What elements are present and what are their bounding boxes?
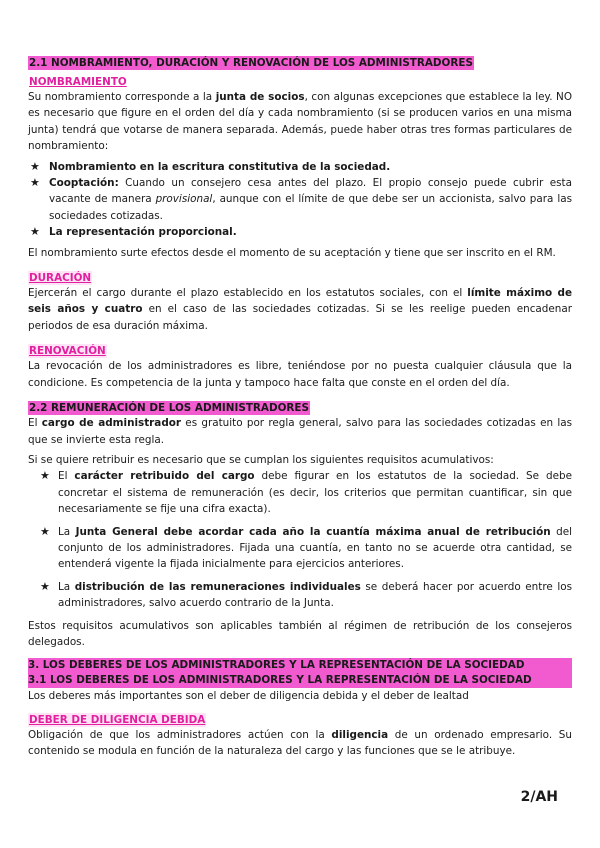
star-icon: ★ xyxy=(40,524,50,538)
list-item: ★ La Junta General debe acordar cada año la cuantía máxima anual de retribución del conjunto de los administradores. Fijada una cuantía, en tanto no se acuerde otra cantidad, se entenderá vigente la fijada inicialmente para ejercicios anteriores. xyxy=(40,524,572,571)
content xyxy=(28,51,572,760)
star-icon: ★ xyxy=(30,225,40,239)
renovacion-heading: RENOVACIÓN xyxy=(29,345,106,358)
diligencia-heading: DEBER DE DILIGENCIA DEBIDA xyxy=(29,713,206,726)
star-icon: ★ xyxy=(40,469,50,483)
list-item: ★ La representación proporcional. xyxy=(28,224,572,240)
duracion-heading: DURACIÓN xyxy=(29,272,92,285)
list-item: ★ Cooptación: Cuando un consejero cesa antes del plazo. El propio consejo puede cubrir esta vacante de manera provisional, aunque con el límite de que debe ser un accionista, salvo para las sociedades cotizadas. xyxy=(30,176,573,222)
renovacion-paragraph: La revocación de los administradores es libre, teniéndose por no puesta cualquier cláusula que la condicione. Es competencia de la junta y tampoco hace falta que conste en el orden del día. xyxy=(28,360,572,389)
star-icon: ★ xyxy=(30,159,40,173)
requisitos-closing: Estos requisitos acumulativos son aplicables también al régimen de retribución de los consejeros delegados. xyxy=(28,619,572,648)
remuneracion-paragraph: El cargo de administrador es gratuito por regla general, salvo para las sociedades cotizadas en las que se invierte esta regla. xyxy=(28,417,572,446)
section-2-1-title: 2.1 NOMBRAMIENTO, DURACIÓN Y RENOVACIÓN DE LOS ADMINISTRADORES xyxy=(29,57,473,69)
star-icon: ★ xyxy=(40,579,50,593)
page-number: 2/AH xyxy=(520,789,558,805)
section-3-title: 3. LOS DEBERES DE LOS ADMINISTRADORES Y LA REPRESENTACIÓN DE LA SOCIEDAD xyxy=(28,658,572,673)
diligencia-paragraph: Obligación de que los administradores actúen con la diligencia de un ordenado empresario. Su contenido se modula en función de la naturaleza del cargo y las funciones que se le atribuye. xyxy=(28,728,572,758)
section-2-2-title: 2.2 REMUNERACIÓN DE LOS ADMINISTRADORES xyxy=(29,402,309,415)
duracion-paragraph: Ejercerán el cargo durante el plazo establecido en los estatutos sociales, con el límite máximo de seis años y cuatro en el caso de las sociedades cotizadas. Si se les reelige pueden encadenar periodos de esa duración máxima. xyxy=(28,287,572,332)
nombramiento-heading: NOMBRAMIENTO xyxy=(29,76,127,88)
requisitos-intro: Si se quiere retribuir es necesario que se cumplan los siguientes requisitos acumulativos: xyxy=(28,453,494,466)
star-icon: ★ xyxy=(30,176,40,190)
nombramiento-effects: El nombramiento surte efectos desde el momento de su aceptación y tiene que ser inscrito en el RM. xyxy=(28,246,556,259)
list-item: ★ Nombramiento en la escritura constitutiva de la sociedad. xyxy=(28,159,572,175)
list-item: ★ La distribución de las remuneraciones individuales se deberá hacer por acuerdo entre los administradores, salvo acuerdo contrario de la Junta. xyxy=(40,579,573,610)
nombramiento-list xyxy=(28,159,572,241)
requisitos-list xyxy=(28,468,572,611)
section-3-1-title: 3.1 LOS DEBERES DE LOS ADMINISTRADORES Y LA REPRESENTACIÓN DE LA SOCIEDAD xyxy=(28,673,572,688)
list-item: ★ El carácter retribuido del cargo debe figurar en los estatutos de la sociedad. Se debe concretar el sistema de remuneración (es decir, los criterios que permitan cuantificar, sin que necesariamente se fije una cifra exacta). xyxy=(40,469,572,516)
deberes-intro: Los deberes más importantes son el deber de diligencia debida y el deber de lealtad xyxy=(28,689,469,702)
nombramiento-paragraph: Su nombramiento corresponde a la junta de socios, con algunas excepciones que establece la ley. NO es necesario que figure en el orden del día y cada nombramiento (si se producen varios en una misma junta) tendrá que votarse de manera separada. Además, puede haber otras tres formas particulares de nombramiento: xyxy=(28,91,573,153)
